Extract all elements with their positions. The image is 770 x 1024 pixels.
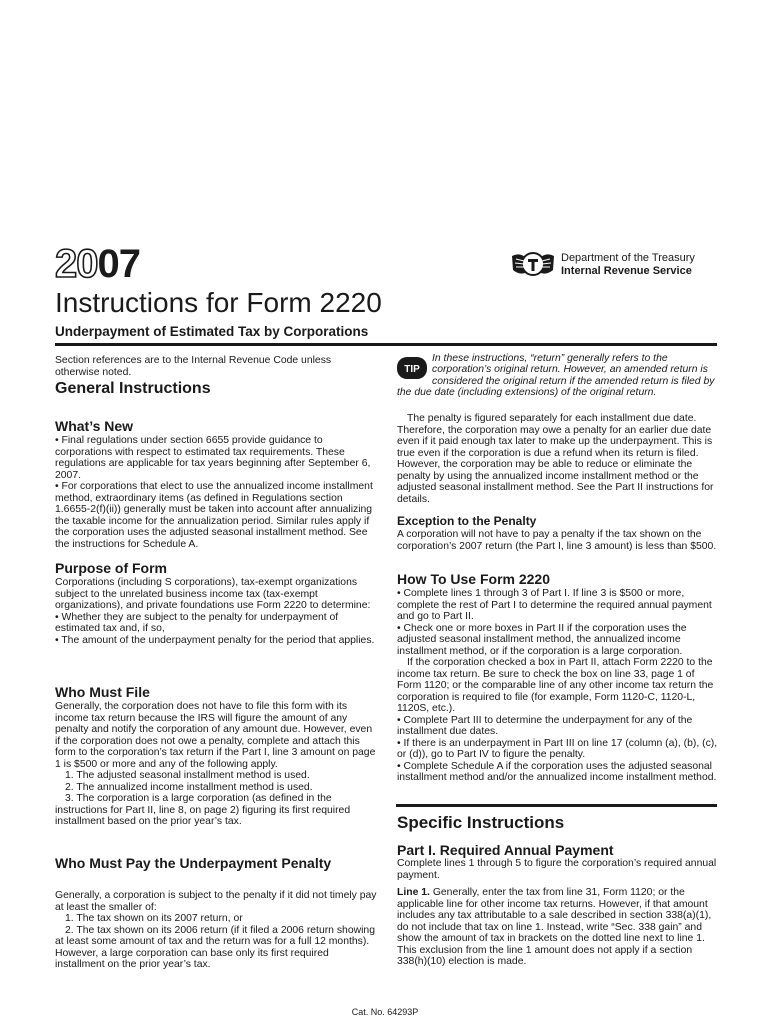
general-instructions-heading: General Instructions (55, 380, 211, 397)
irs-eagle-logo-icon (510, 250, 556, 278)
how-to-use-heading: How To Use Form 2220 (397, 571, 551, 587)
part1-body: Complete lines 1 through 5 to figure the corporation’s required annual payment. (397, 858, 717, 881)
exception-block (397, 529, 718, 552)
line1-label: Line 1. (397, 887, 430, 898)
purpose-heading: Purpose of Form (55, 560, 168, 576)
who-must-file-item: 1. The adjusted seasonal installment method is used. (65, 770, 310, 781)
line1-paragraph (397, 887, 718, 968)
how-to-use-item: • Complete Part III to determine the underpayment for any of the installment due dates. (397, 714, 693, 737)
left-intro-block (55, 355, 375, 378)
who-must-pay-item: 2. The tax shown on its 2006 return (if it filed a 2006 return showing at least some amount of tax and the return was for a full 12 months). However, a large corporation can base only its first required installment on the prior year’s tax. (55, 924, 375, 970)
whats-new-block (55, 435, 377, 550)
part1-heading: Part I. Required Annual Payment (397, 842, 614, 858)
page-title: Instructions for Form 2220 (55, 287, 382, 318)
how-to-use-item: • If there is an underpayment in Part III on line 17 (column (a), (b), (c), or (d)), go to Part IV to figure the penalty. (397, 737, 718, 760)
penalty-intro-block (397, 413, 718, 505)
tip-label: TIP (404, 364, 420, 375)
who-must-pay-heading: Who Must Pay the Underpayment Penalty (55, 855, 332, 871)
purpose-block (55, 577, 377, 646)
who-must-file-item: 3. The corporation is a large corporation (as defined in the instructions for Part II, line 8, on page 2) figuring its first required installment based on the prior year’s tax. (55, 793, 351, 827)
part1-block (397, 858, 718, 968)
who-must-pay-item: 1. The tax shown on its 2007 return, or (65, 913, 243, 924)
agency-name (561, 252, 695, 278)
penalty-paragraph: The penalty is figured separately for each installment due date. Therefore, the corporation may owe a penalty for an earlier due date even if it paid enough tax later to make up the underpayment. This is true even if the corporation is due a refund when its return is filed. However, the corporation may be able to reduce or eliminate the penalty by using the annualized income installment method or the adjusted seasonal installment method. See the Part II instructions for details. (397, 413, 714, 505)
who-must-file-heading: Who Must File (55, 684, 150, 700)
tip-note (397, 353, 717, 399)
how-to-use-item: • Check one or more boxes in Part II if the corporation uses the adjusted seasonal installment method, the annualized income installment method, or if the corporation is a large corporation. (397, 622, 687, 657)
tip-badge-icon (396, 356, 428, 380)
purpose-bullet: • Whether they are subject to the penalty for underpayment of estimated tax and, if so, (55, 611, 339, 634)
who-must-file-body: Generally, the corporation does not have to file this form with its income tax return because the IRS will figure the amount of any penalty and notify the corporation of any amount due. However, even if the corporation does not owe a penalty, complete and attach this form to the corporation’s tax return if the Part I, line 3 amount on page 1 is $500 or more and any of the following apply. (55, 701, 376, 770)
whats-new-item: • Final regulations under section 6655 provide guidance to corporations with respect to estimated tax requirements. These regulations are applicable for tax years beginning after September 6, 2007. (55, 435, 371, 481)
specific-instructions-rule (396, 804, 717, 807)
exception-heading: Exception to the Penalty (397, 514, 537, 528)
catalog-number: Cat. No. 64293P (351, 1007, 419, 1017)
how-to-use-item: If the corporation checked a box in Part II, attach Form 2220 to the income tax return. Be sure to check the box on line 33, page 1 of Form 1120; or the comparable line of any other income tax return the corporation is required to file (for example, Form 1120-C, 1120-L, 1120S, etc.). (397, 657, 714, 714)
line1-body: Generally, enter the tax from line 31, Form 1120; or the applicable line for other income tax returns. However, if that amount includes any tax attributable to a sale described in section 338(a)(1), do not include that tax on line 1. Instead, write “Sec. 338 gain” and show the amount of tax in brackets on the dotted line next to line 1. This exclusion from the line 1 amount does not apply if a section 338(h)(10) election is made. (397, 887, 712, 967)
purpose-body: Corporations (including S corporations), tax-exempt organizations subject to the unrelated business income tax (tax-exempt organizations), and private foundations use Form 2220 to determine: (55, 577, 371, 611)
page-subtitle: Underpayment of Estimated Tax by Corporations (55, 324, 369, 339)
who-must-pay-block (55, 890, 377, 971)
tip-text: In these instructions, “return” generally refers to the corporation’s original return. However, an amended return is considered the original return if the amended return is filed by the due date (including extensions) of the original return. (397, 353, 715, 399)
specific-instructions-heading: Specific Instructions (397, 813, 565, 832)
agency-line-2: Internal Revenue Service (561, 265, 692, 277)
purpose-bullet: • The amount of the underpayment penalty for the period that applies. (55, 634, 375, 646)
who-must-file-item: 2. The annualized income installment method is used. (65, 781, 313, 793)
whats-new-heading: What’s New (55, 418, 134, 434)
how-to-use-block (397, 588, 718, 784)
header-rule (55, 343, 717, 346)
who-must-pay-body: Generally, a corporation is subject to the penalty if it did not timely pay at least the smaller of: (55, 890, 377, 913)
form-year: 2007 (55, 242, 140, 286)
whats-new-item: • For corporations that elect to use the annualized income installment method, extraordinary items (as defined in Regulations section 1.6655-2(f)(ii)) generally must be taken into account after annualizing the taxable income for the annualization period. Similar rules apply if the corporation uses the adjusted seasonal installment method. See the instructions for Schedule A. (55, 481, 373, 550)
agency-line-1: Department of the Treasury (561, 252, 695, 264)
how-to-use-item: • Complete lines 1 through 3 of Part I. If line 3 is $500 or more, complete the rest of Part I to determine the required annual payment and go to Part II. (397, 588, 712, 622)
exception-body: A corporation will not have to pay a penalty if the tax shown on the corporation’s 2007 return (the Part I, line 3 amount) is less than $500. (397, 529, 717, 552)
how-to-use-item: • Complete Schedule A if the corporation uses the adjusted seasonal installment method and/or the annualized income installment method. (397, 760, 717, 783)
section-references-note: Section references are to the Internal Revenue Code unless otherwise noted. (55, 355, 332, 378)
who-must-file-block (55, 701, 377, 828)
